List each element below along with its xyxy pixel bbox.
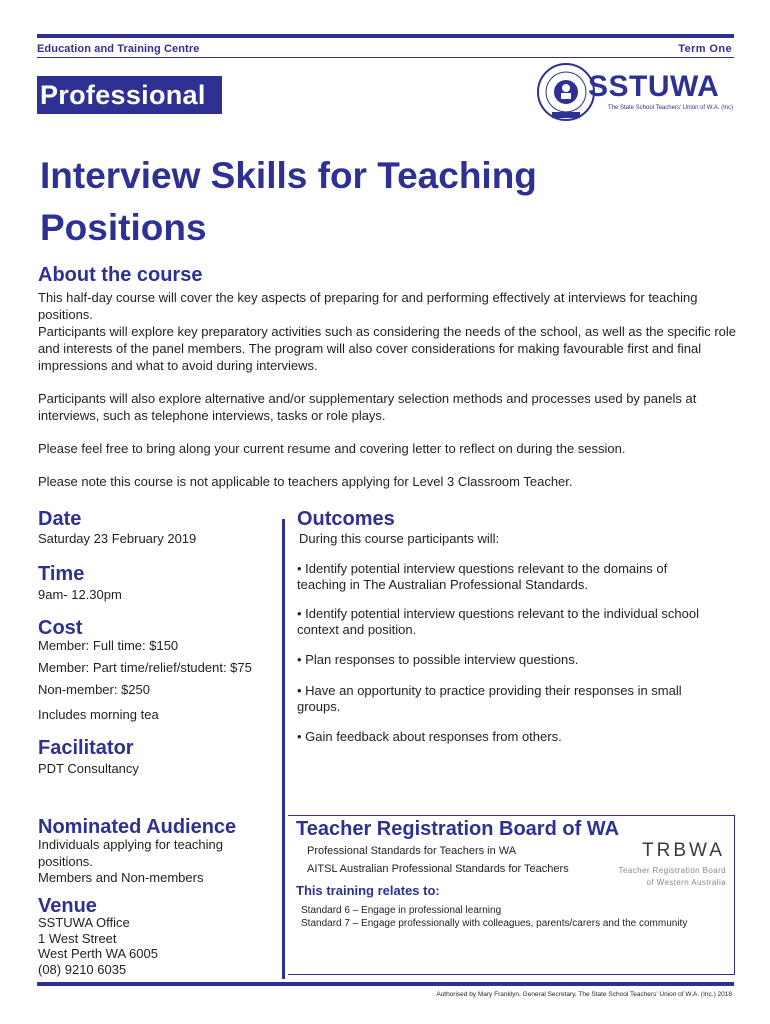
- trb-standard: AITSL Australian Professional Standards for Teachers: [307, 863, 569, 875]
- sstuwa-wordmark: SSTUWA: [588, 70, 720, 103]
- date-heading: Date: [38, 508, 82, 530]
- outcome-item: • Gain feedback about responses from others.: [297, 729, 562, 744]
- trbwa-logo: TRBWA: [642, 840, 725, 861]
- venue-heading: Venue: [38, 895, 97, 917]
- about-paragraph-4: Please note this course is not applicable to teachers applying for Level 3 Classroom Teacher.: [38, 474, 573, 489]
- relates-item: Standard 7 – Engage professionally with colleagues, parents/carers and the community: [301, 918, 688, 929]
- time-heading: Time: [38, 563, 85, 585]
- trb-standard: Professional Standards for Teachers in WA: [307, 845, 517, 857]
- outcome-item: • Plan responses to possible interview questions.: [297, 652, 579, 667]
- top-rule: [37, 34, 734, 38]
- top-rule-thin: [37, 57, 734, 58]
- category-banner: Professional: [37, 76, 222, 114]
- bottom-rule: [37, 982, 734, 986]
- trbwa-subtitle: of Western Australia: [646, 878, 726, 887]
- venue-line: West Perth WA 6005: [38, 946, 158, 961]
- venue-line: (08) 9210 6035: [38, 962, 127, 977]
- venue-line: 1 West Street: [38, 931, 117, 946]
- column-divider: [282, 519, 285, 979]
- cost-heading: Cost: [38, 617, 83, 639]
- cost-line: Member: Part time/relief/student: $75: [38, 660, 252, 675]
- trb-heading: Teacher Registration Board of WA: [296, 818, 620, 840]
- cost-line: Non-member: $250: [38, 682, 150, 697]
- term-label: Term One: [678, 43, 732, 55]
- relates-item: Standard 6 – Engage in professional learning: [301, 905, 502, 916]
- audience-line: Individuals applying for teaching positions.: [38, 837, 224, 869]
- time-value: 9am- 12.30pm: [38, 587, 122, 602]
- cost-line: Member: Full time: $150: [38, 638, 179, 653]
- venue-line: SSTUWA Office: [38, 915, 130, 930]
- relates-heading: This training relates to:: [296, 883, 440, 898]
- audience-heading: Nominated Audience: [38, 816, 237, 838]
- sstuwa-logo: [530, 62, 740, 122]
- about-body: [38, 289, 738, 490]
- cost-line: Includes morning tea: [38, 707, 159, 722]
- about-paragraph-2: Participants will also explore alternative and/or supplementary selection methods and processes used by panels at interviews, such as telephone interviews, tasks or role plays.: [38, 391, 697, 423]
- outcomes-intro: During this course participants will:: [299, 531, 500, 546]
- outcome-item: • Identify potential interview questions relevant to the domains of teaching in The Australian Professional Standards.: [297, 561, 668, 592]
- about-paragraph-1: This half-day course will cover the key aspects of preparing for and performing effectively at interviews for teaching positions. Participants will explore key preparatory activities such as considering the needs of the school, as well as the specific role and interests of the panel members. The program will also cover considerations for making favourable first and final impressions and what to avoid during interviews.: [38, 290, 737, 373]
- facilitator-heading: Facilitator: [38, 737, 134, 759]
- facilitator-value: PDT Consultancy: [38, 761, 139, 776]
- about-paragraph-3: Please feel free to bring along your current resume and covering letter to reflect on during the session.: [38, 441, 626, 456]
- course-title: Interview Skills for Teaching Positions: [40, 155, 537, 248]
- sstuwa-tagline: The State School Teachers' Union of W.A. (Inc): [608, 105, 734, 111]
- audience-line: Members and Non-members: [38, 870, 204, 885]
- outcome-item: • Have an opportunity to practice providing their responses in small groups.: [297, 683, 682, 714]
- centre-label: Education and Training Centre: [37, 43, 200, 55]
- trbwa-subtitle: Teacher Registration Board: [618, 866, 726, 875]
- outcome-item: • Identify potential interview questions relevant to the individual school context and position.: [297, 606, 700, 637]
- footer-authorisation: Authorised by Mary Franklyn, General Secretary, The State School Teachers' Union of W.A. (Inc.) 2018: [436, 991, 732, 998]
- about-heading: About the course: [38, 264, 203, 286]
- date-value: Saturday 23 February 2019: [38, 531, 197, 546]
- outcomes-heading: Outcomes: [297, 508, 395, 530]
